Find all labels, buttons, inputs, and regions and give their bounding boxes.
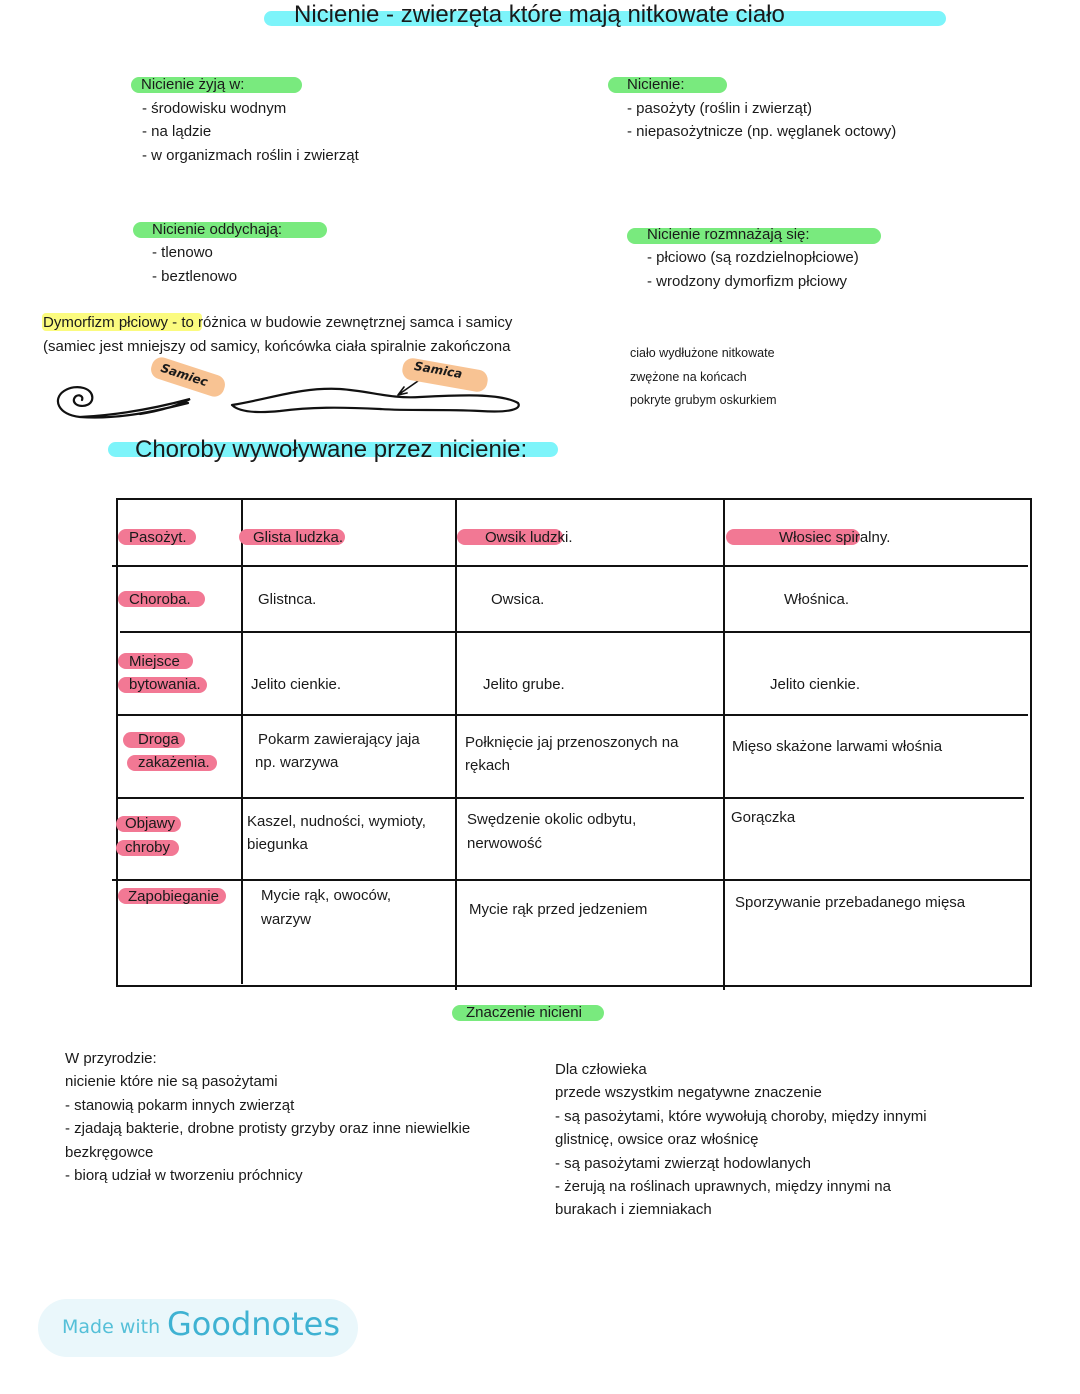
table-cell: warzyw — [261, 911, 312, 928]
table-cell: Sporzywanie przebadanego mięsa — [735, 894, 966, 911]
female-worm-drawing — [232, 389, 519, 412]
nature-line: - biorą udział w tworzeniu próchnicy — [65, 1167, 303, 1184]
table-cell: Połknięcie jaj przenoszonych na — [465, 734, 679, 751]
human-line: glistnicę, owsice oraz włośnicę — [555, 1131, 759, 1148]
dimorphism-note: (samiec jest mniejszy od samicy, końcówka ciała spiralnie zakończona — [43, 338, 511, 355]
table-cell: Glistnca. — [258, 591, 317, 608]
nature-line: - zjadają bakterie, drobne protisty grzyby oraz inne niewielkie — [65, 1120, 471, 1137]
nature-line: W przyrodzie: — [65, 1050, 157, 1067]
row-label: Miejsce — [129, 653, 180, 670]
table-cell: Gorączka — [731, 809, 796, 826]
table-cell: Owsik ludzki. — [485, 529, 573, 546]
reproduction-item: - wrodzony dymorfizm płciowy — [647, 273, 848, 290]
table-cell: Włosiec spiralny. — [779, 529, 891, 546]
row-label: Choroba. — [129, 591, 191, 608]
habitat-item: - środowisku wodnym — [142, 100, 287, 117]
diseases-heading: Choroby wywoływane przez nicienie: — [135, 436, 528, 463]
nature-line: bezkręgowce — [65, 1144, 154, 1161]
body-feature: zwężone na końcach — [630, 370, 747, 384]
habitat-item: - na lądzie — [142, 123, 212, 140]
row-label: Objawy — [125, 815, 176, 832]
human-line: burakach i ziemniakach — [555, 1201, 712, 1218]
table-cell: Glista ludzka. — [253, 529, 344, 546]
table-cell: biegunka — [247, 836, 308, 853]
human-line: Dla człowieka — [555, 1061, 647, 1078]
breathing-item: - tlenowo — [152, 244, 213, 261]
nature-line: nicienie które nie są pasożytami — [65, 1073, 278, 1090]
types-heading: Nicienie: — [627, 76, 685, 93]
nature-line: - stanowią pokarm innych zwierząt — [65, 1097, 295, 1114]
dimorphism-definition — [43, 311, 512, 335]
reproduction-heading: Nicienie rozmnażają się: — [647, 226, 810, 243]
male-worm-drawing — [58, 387, 190, 417]
table-cell: Jelito cienkie. — [251, 676, 342, 693]
reproduction-item: - płciowo (są rozdzielnopłciowe) — [647, 249, 859, 266]
female-label: Samica — [413, 358, 464, 382]
human-line: - są pasożytami zwierząt hodowlanych — [555, 1155, 811, 1172]
table-cell: np. warzywa — [255, 754, 339, 771]
row-label: Zapobieganie — [128, 888, 219, 905]
dimorphism-text: różnica w budowie zewnętrznej samca i samicy — [193, 314, 513, 331]
body-feature: pokryte grubym oskurkiem — [630, 393, 777, 407]
page-title: Nicienie - zwierzęta które mają nitkowate ciało — [294, 1, 785, 28]
human-line: - są pasożytami, które wywołują choroby, między innymi — [555, 1108, 927, 1125]
human-line: przede wszystkim negatywne znaczenie — [555, 1084, 822, 1101]
breathing-heading: Nicienie oddychają: — [152, 221, 283, 238]
human-line: - żerują na roślinach uprawnych, między innymi na — [555, 1178, 891, 1195]
row-label: Pasożyt. — [129, 529, 187, 546]
row-label: chroby — [125, 839, 171, 856]
table-cell: Mycie rąk, owoców, — [261, 887, 392, 904]
table-cell: Mycie rąk przed jedzeniem — [469, 901, 648, 918]
table-cell: Mięso skażone larwami włośnia — [732, 738, 943, 755]
table-cell: Włośnica. — [784, 591, 850, 608]
row-label: zakażenia. — [138, 754, 210, 771]
dimorphism-term: Dymorfizm płciowy - to — [43, 314, 194, 331]
table-cell: rękach — [465, 757, 511, 774]
habitat-item: - w organizmach roślin i zwierząt — [142, 147, 359, 164]
table-cell: Owsica. — [491, 591, 545, 608]
goodnotes-logo: Goodnotes — [167, 1305, 341, 1343]
made-with-text: Made with — [62, 1316, 161, 1338]
breathing-item: - beztlenowo — [152, 268, 238, 285]
row-label: Droga — [138, 731, 179, 748]
table-cell: Kaszel, nudności, wymioty, — [247, 813, 426, 830]
significance-heading: Znaczenie nicieni — [466, 1004, 582, 1021]
body-feature: ciało wydłużone nitkowate — [630, 346, 775, 360]
table-cell: Swędzenie okolic odbytu, — [467, 811, 637, 828]
habitat-heading: Nicienie żyją w: — [141, 76, 245, 93]
table-cell: Jelito cienkie. — [770, 676, 861, 693]
table-cell: nerwowość — [467, 835, 543, 852]
types-item: - pasożyty (roślin i zwierząt) — [627, 100, 813, 117]
male-label: Samiec — [159, 360, 210, 390]
female-arrow — [398, 381, 418, 395]
types-item: - niepasożytnicze (np. węglanek octowy) — [627, 123, 897, 140]
row-label: bytowania. — [129, 676, 201, 693]
table-cell: Jelito grube. — [483, 676, 565, 693]
table-cell: Pokarm zawierający jaja — [258, 731, 420, 748]
